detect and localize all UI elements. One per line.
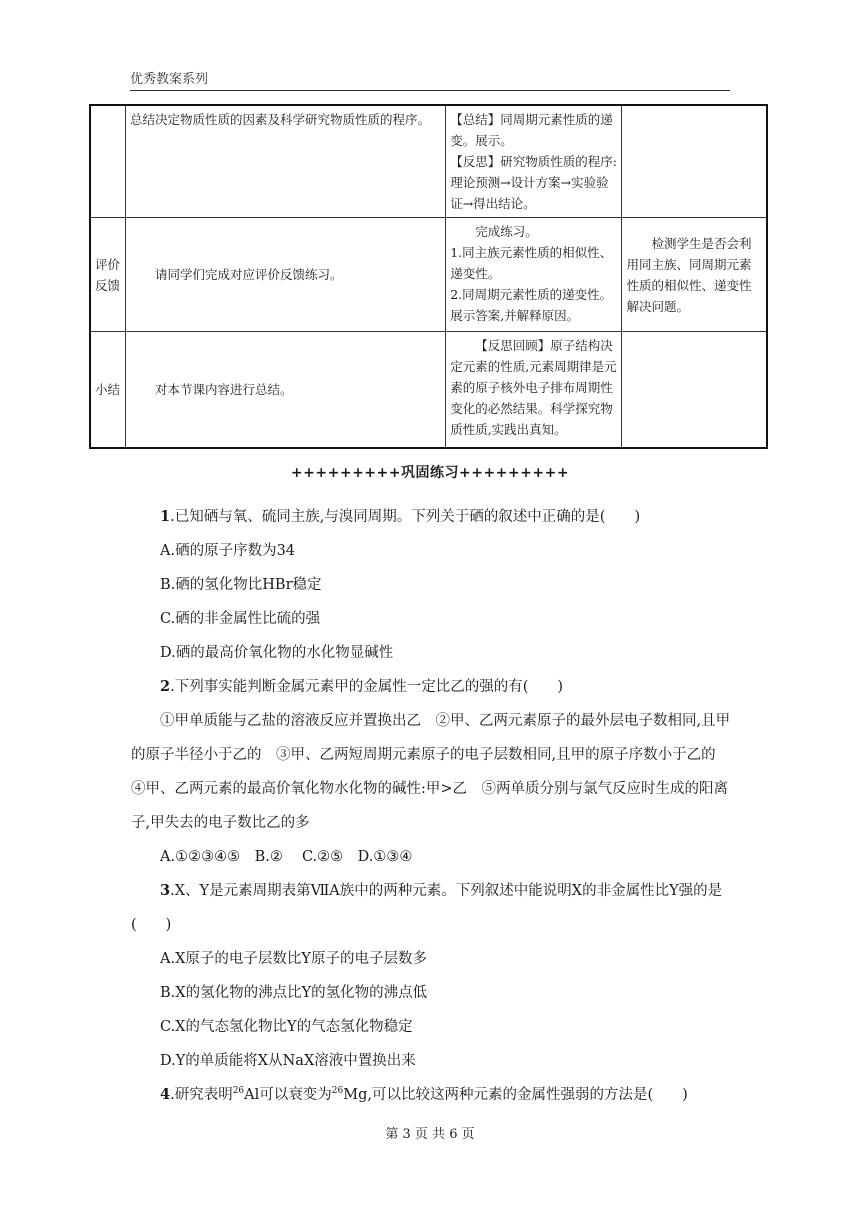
page-footer: 第 3 页 共 6 页	[385, 1127, 475, 1142]
stage-cell: 小结	[90, 332, 125, 448]
student-text: 1.同主族元素性质的相似性、递变性。	[450, 245, 613, 281]
intent-cell	[622, 218, 767, 332]
option-line: A.①②③④⑤ B.② C.②⑤ D.①③④	[160, 849, 413, 865]
student-text: 2.同周期元素性质的递变性。展示答案,并解释原因。	[450, 287, 613, 323]
student-text: 完成练习。	[475, 224, 538, 239]
option: A.硒的原子序数为34	[160, 543, 296, 559]
intent-cell	[622, 332, 767, 448]
question-stem: Al可以衰变为	[244, 1087, 332, 1103]
stage-cell	[90, 105, 125, 218]
option: D.Y的单质能将X从NaX溶液中置换出来	[160, 1053, 416, 1069]
question-number: 2	[160, 678, 171, 695]
teacher-text: 对本节课内容进行总结。	[154, 381, 293, 397]
student-activity-cell	[446, 105, 622, 218]
question-4	[131, 1078, 731, 1112]
mass-number: 26	[331, 1086, 344, 1097]
mass-number: 26	[232, 1086, 245, 1097]
table-row	[90, 218, 767, 332]
intent-cell	[622, 105, 767, 218]
option: A.X原子的电子层数比Y原子的电子层数多	[160, 951, 427, 967]
student-text: 【反思回顾】原子结构决定元素的性质,元素周期律是元素的原子核外电子排布周期性变化的必然结果。科学探究物质性质,实践出真知。	[450, 338, 617, 437]
teacher-activity-cell	[125, 105, 445, 218]
lesson-plan-table	[89, 104, 768, 449]
table-row	[90, 332, 767, 448]
stage-cell: 评价反馈	[90, 218, 125, 332]
intent-text: 检测学生是否会利用同主族、同周期元素性质的相似性、递变性解决问题。	[626, 235, 752, 314]
option: B.硒的氢化物比HBr稳定	[160, 577, 322, 593]
question-body: ①甲单质能与乙盐的溶液反应并置换出乙 ②甲、乙两元素原子的最外层电子数相同,且甲的原子半径小于乙的 ③甲、乙两短周期元素原子的电子层数相同,且甲的原子序数小于乙的 ④甲、乙两元素的最高价氧化物水化物的碱性:甲>乙 ⑤两单质分别与氯气反应时生成的阳离子,甲失去的电子数比乙的多	[131, 713, 731, 831]
question-stem: .研究表明	[170, 1087, 233, 1103]
teacher-text: 总结决定物质性质的因素及科学研究物质性质的程序。	[129, 112, 430, 127]
question-stem: .已知硒与氧、硫同主族,与溴同周期。下列关于硒的叙述中正确的是( )	[170, 509, 641, 525]
student-text: 【反思】研究物质性质的程序:理论预测→设计方案→实验验证→得出结论。	[450, 154, 617, 211]
exercise-list	[131, 500, 731, 1112]
question-stem: .X、Y是元素周期表第ⅦA族中的两种元素。下列叙述中能说明X的非金属性比Y强的是( )	[131, 883, 723, 933]
series-title: 优秀教案系列	[130, 72, 209, 87]
page-header	[130, 72, 730, 91]
student-text: 【总结】同周期元素性质的递变。展示。	[450, 112, 613, 148]
student-activity-cell	[446, 218, 622, 332]
table-row	[90, 105, 767, 218]
question-3	[131, 874, 731, 942]
option: B.X的氢化物的沸点比Y的氢化物的沸点低	[160, 985, 428, 1001]
question-2	[131, 670, 731, 704]
teacher-activity-cell	[125, 218, 445, 332]
option: C.X的气态氢化物比Y的气态氢化物稳定	[160, 1019, 413, 1035]
question-number: 4	[160, 1086, 171, 1103]
section-title: +++++++++巩固练习+++++++++	[290, 465, 570, 481]
question-1	[131, 500, 731, 534]
question-stem: Mg,可以比较这两种元素的金属性强弱的方法是( )	[343, 1087, 688, 1103]
question-number: 3	[160, 882, 171, 899]
option: D.硒的最高价氧化物的水化物显碱性	[160, 645, 394, 661]
question-number: 1	[160, 508, 171, 525]
question-stem: .下列事实能判断金属元素甲的金属性一定比乙的强的有( )	[170, 679, 564, 695]
teacher-text: 请同学们完成对应评价反馈练习。	[154, 267, 343, 282]
student-activity-cell	[446, 332, 622, 448]
option: C.硒的非金属性比硫的强	[160, 611, 321, 627]
teacher-activity-cell	[125, 332, 445, 448]
